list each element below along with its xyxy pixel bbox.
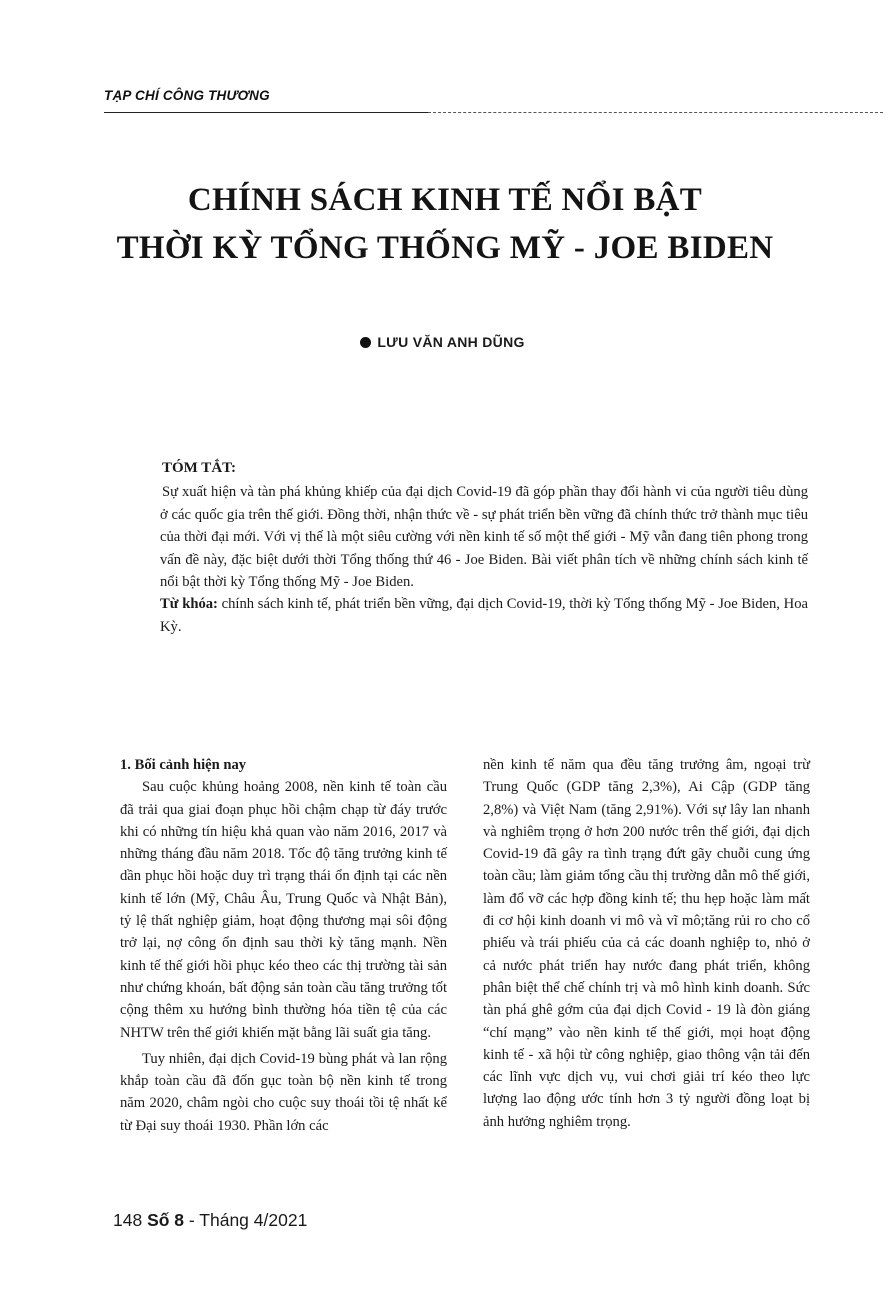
keywords-text: chính sách kinh tế, phát triển bền vững, đại dịch Covid-19, thời kỳ Tổng thống Mỹ - Joe Biden, Hoa Kỳ. [160,596,808,635]
keywords-label: Từ khóa: [160,596,218,613]
bullet-icon [360,337,371,348]
author-name: LƯU VĂN ANH DŨNG [377,334,525,350]
journal-header: TẠP CHÍ CÔNG THƯƠNG [104,88,270,103]
left-column [120,754,447,1137]
header-rule [104,112,428,113]
abstract-body: Sự xuất hiện và tàn phá khủng khiếp của đại dịch Covid-19 đã góp phần thay đổi hành vi của người tiêu dùng ở các quốc gia trên thế giới. Đồng thời, nhận thức về - sự phát triển bền vững đã chính thức trở thành mục tiêu của thời đại mới. Với vị thế là một siêu cường với nền kinh tế số một thế giới - Mỹ vẫn đang tiên phong trong vấn đề này, đặc biệt dưới thời Tổng thống thứ 46 - Joe Biden. Bài viết phân tích về những chính sách kinh tế nổi bật thời kỳ Tổng thống Mỹ - Joe Biden. [160,484,808,591]
abstract-heading: TÓM TẮT: [162,460,237,476]
page-number: 148 [113,1210,143,1230]
paragraph: nền kinh tế năm qua đều tăng trưởng âm, ngoại trừ Trung Quốc (GDP tăng 2,3%), Ai Cập (GDP tăng 2,8%) và Việt Nam (tăng 2,91%). Với sự lây lan nhanh và nghiêm trọng ở hơn 200 nước trên thế giới, đại dịch Covid-19 đã gây ra tình trạng đứt gãy chuỗi cung ứng toàn cầu; làm giảm tổng cầu thị trường dẫn mô thế giới, làm đổ vỡ các hợp đồng kinh tế; thu hẹp hoặc làm mất đi cơ hội kinh doanh vi mô và vĩ mô;tăng rủi ro cho cổ phiếu và trái phiếu của cả các doanh nghiệp to, nhỏ ở cả nước phát triển hay nước đang phát triển, không phân biệt thể chế chính trị và mô hình kinh doanh. Sức tàn phá ghê gớm của đại dịch Covid - 19 là đòn giáng “chí mạng” vào nền kinh tế thế giới, mọi hoạt động kinh tế - xã hội từ công nghiệp, giao thông vận tải đến các lĩnh vực dịch vụ, vui chơi giải trí kéo theo lực lượng lao động ước tính hơn 3 tỷ người đồng loạt bị ảnh hưởng nghiêm trọng. [483,757,810,1130]
issue-number: Số 8 [147,1210,185,1230]
paragraph: Tuy nhiên, đại dịch Covid-19 bùng phát và lan rộng khắp toàn cầu đã đốn gục toàn bộ nền kinh tế trong năm 2020, châm ngòi cho cuộc suy thoái tồi tệ nhất kể từ Đại suy thoái 1930. Phần lớn các [120,1050,447,1134]
title-line-1: CHÍNH SÁCH KINH TẾ NỔI BẬT [187,182,703,218]
title-line-2: THỜI KỲ TỔNG THỐNG MỸ - JOE BIDEN [116,230,774,266]
page-footer [113,1210,307,1231]
abstract [160,457,808,638]
article-title [90,176,800,272]
right-column [483,754,810,1133]
keywords [160,593,808,638]
author-line [0,334,885,350]
issue-date: - Tháng 4/2021 [188,1210,308,1230]
paragraph: Sau cuộc khủng hoảng 2008, nền kinh tế toàn cầu đã trải qua giai đoạn phục hồi chậm chạp từ đáy trước khi có những tín hiệu khả quan vào năm 2016, 2017 và những tháng đầu năm 2018. Tốc độ tăng trưởng kinh tế dần phục hồi hoặc duy trì trạng thái ổn định tại các nền kinh tế lớn (Mỹ, Châu Âu, Trung Quốc và Nhật Bản), tỷ lệ thất nghiệp giảm, hoạt động thương mại sôi động trở lại, nợ công ổn định sau thời kỳ tăng mạnh. Nền kinh tế thế giới hồi phục kéo theo các thị trường tài sản như chứng khoán, bất động sản toàn cầu tăng trưởng tốt cộng thêm xu hướng bình thường hóa tiền tệ của các NHTW trên thế giới khiến mặt bằng lãi suất gia tăng. [120,779,447,1041]
section-heading: 1. Bối cảnh hiện nay [120,757,247,773]
header-dashed-rule [428,112,883,113]
